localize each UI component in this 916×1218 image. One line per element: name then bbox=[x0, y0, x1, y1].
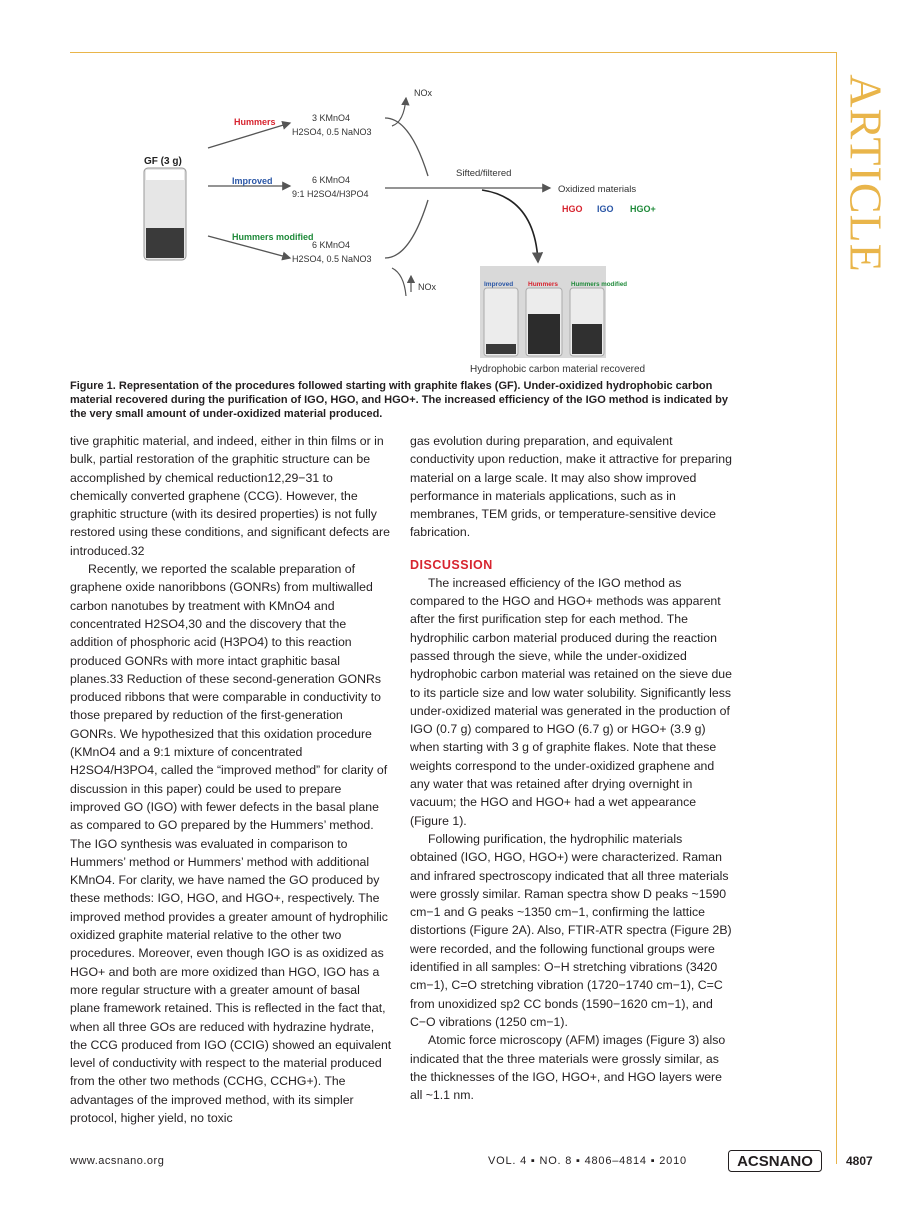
product-igo: IGO bbox=[597, 204, 614, 214]
route-label-hummers-modified: Hummers modified bbox=[232, 232, 314, 242]
nox-label-bottom: NOx bbox=[418, 282, 436, 292]
reagent-hummers-modified-1: 6 KMnO4 bbox=[312, 240, 351, 250]
photo-label-improved: Improved bbox=[484, 281, 514, 288]
route-label-improved: Improved bbox=[232, 176, 273, 186]
side-rule bbox=[836, 52, 837, 1164]
right-column bbox=[410, 432, 732, 1104]
reagent-hummers-2: H2SO4, 0.5 NaNO3 bbox=[292, 127, 372, 137]
right-paragraph-2: The increased efficiency of the IGO method as compared to the HGO and HGO+ methods was apparent after the first purification step for each method. The hydrophilic carbon material produced during the reaction passed through the sieve, while the under-oxidized hydrophobic carbon material was retained on the sieve due to its particle size and low water solubility. Significantly less under-oxidized material was generated in the production of IGO (0.7 g) compared to HGO (6.7 g) or HGO+ (3.9 g) when starting with 3 g of graphite flakes. Note that these weights correspond to the under-oxidized graphene and any water that was retained after drying overnight in vacuum; the HGO and HGO+ had a wet appearance (Figure 1). bbox=[410, 575, 732, 828]
right-paragraph-3: Following purification, the hydrophilic materials obtained (IGO, HGO, HGO+) were characterized. Raman and infrared spectroscopy indicated that all three materials were grossly similar. Raman spectra show D peaks ~1590 cm−1 and G peaks ~1350 cm−1, confirming the lattice distortions (Figure 2A). Also, FTIR-ATR spectra (Figure 2B) were recorded, and the following functional groups were identified in all samples: O−H stretching vibrations (3420 cm−1), C=O stretching vibration (1720−1740 cm−1), C=C from unoxidized sp2 CC bonds (1590−1620 cm−1), and C−O vibrations (1250 cm−1). bbox=[410, 831, 732, 1029]
reagent-hummers-modified-2: H2SO4, 0.5 NaNO3 bbox=[292, 254, 372, 264]
figure-caption: Figure 1. Representation of the procedures followed starting with graphite flakes (GF). Under-oxidized hydrophobic carbon material recovered during the purification of IGO, HGO, and HGO+. The increased efficiency of the IGO method is indicated by the very small amount of under-oxidized material produced. bbox=[70, 380, 728, 420]
reagent-hummers-1: 3 KMnO4 bbox=[312, 113, 351, 123]
page-number: 4807 bbox=[846, 1154, 873, 1168]
journal-url[interactable]: www.acsnano.org bbox=[70, 1155, 165, 1167]
left-column bbox=[70, 432, 392, 1127]
gf-vial bbox=[144, 168, 186, 260]
figure-diagram bbox=[130, 78, 690, 378]
nox-arrow-top bbox=[392, 98, 406, 126]
converge-line-bottom bbox=[385, 200, 428, 258]
figure-1 bbox=[130, 78, 690, 378]
article-label: ARTICLE bbox=[840, 73, 892, 273]
gf-label: GF (3 g) bbox=[144, 156, 182, 167]
article-tab bbox=[838, 58, 894, 288]
logo-text: ACSNANO bbox=[737, 1153, 813, 1170]
reagent-improved-2: 9:1 H2SO4/H3PO4 bbox=[292, 189, 369, 199]
oxidized-label: Oxidized materials bbox=[558, 184, 637, 195]
product-hgo-plus: HGO+ bbox=[630, 204, 656, 214]
top-rule bbox=[70, 52, 836, 53]
left-paragraph-1: tive graphitic material, and indeed, either in thin films or in bulk, partial restoration of the graphitic structure can be accomplished by chemical reduction12,29−31 to chemically converted graphene (CCG). However, the graphitic structure (with its desired properties) is not fully restored using these conditions, and significant defects are introduced.32 bbox=[70, 434, 390, 558]
right-paragraph-1: gas evolution during preparation, and equivalent conductivity upon reduction, make it attractive for preparing material on a large scale. It may also show improved performance in materials applications, such as in membranes, TEM grids, or temperature-sensitive device fabrication. bbox=[410, 434, 732, 540]
acsnano-logo bbox=[728, 1150, 822, 1172]
photo-label-hummers: Hummers bbox=[528, 281, 558, 288]
right-paragraph-4: Atomic force microscopy (AFM) images (Figure 3) also indicated that the three materials were grossly similar, as the thicknesses of the IGO, HGO+, and HGO layers were all ~1.1 nm. bbox=[410, 1033, 726, 1103]
volume-info: VOL. 4 ▪ NO. 8 ▪ 4806–4814 ▪ 2010 bbox=[488, 1155, 687, 1167]
hydrophobic-label: Hydrophobic carbon material recovered bbox=[470, 364, 646, 375]
nox-arrow-bottom bbox=[392, 268, 406, 296]
route-label-hummers: Hummers bbox=[234, 117, 276, 127]
nox-label-top: NOx bbox=[414, 88, 432, 98]
sifted-label: Sifted/filtered bbox=[456, 168, 512, 179]
reagent-improved-1: 6 KMnO4 bbox=[312, 175, 351, 185]
converge-line-top bbox=[385, 118, 428, 176]
hydrophobic-arrow bbox=[482, 190, 538, 262]
product-hgo: HGO bbox=[562, 204, 583, 214]
left-paragraph-2: Recently, we reported the scalable preparation of graphene oxide nanoribbons (GONRs) from multiwalled carbon nanotubes by treatment with KMnO4 and concentrated H2SO4,30 and the discovery that the addition of phosphoric acid (H3PO4) to this reaction produced GONRs with more intact graphitic basal planes.33 Reduction of these second-generation GONRs produced ribbons that were comparable in conductivity to those prepared by reduction of the first-generation GONRs. We hypothesized that this oxidation procedure (KMnO4 and a 9:1 mixture of concentrated H2SO4/H3PO4, called the “improved method” for clarity of discussion in this paper) could be used to prepare improved GO (IGO) with fewer defects in the basal plane as compared to GO prepared by the Hummers’ method. The IGO synthesis was evaluated in comparison to Hummers’ method or Hummers’ method with additional KMnO4. For clarity, we have named the GO produced by these methods: IGO, HGO, and HGO+, respectively. The improved method provides a greater amount of hydrophilic oxidized graphite material relative to the other two procedures. Moreover, even though IGO is as oxidized as HGO+ and both are more oxidized than HGO, IGO has a more regular structure with a greater amount of basal plane framework retained. This is reflected in the fact that, when all three GOs are reduced with hydrazine hydrate, the CCG produced from IGO (CCIG) showed an equivalent level of conductivity with respect to the material produced from the other two methods (CCHG, CCHG+). The advantages of the improved method, with its simpler protocol, higher yield, no toxic bbox=[70, 562, 392, 1125]
photo-label-hummers-modified: Hummers modified bbox=[571, 281, 628, 288]
vials-photo bbox=[480, 266, 606, 358]
discussion-heading: DISCUSSION bbox=[410, 557, 493, 572]
